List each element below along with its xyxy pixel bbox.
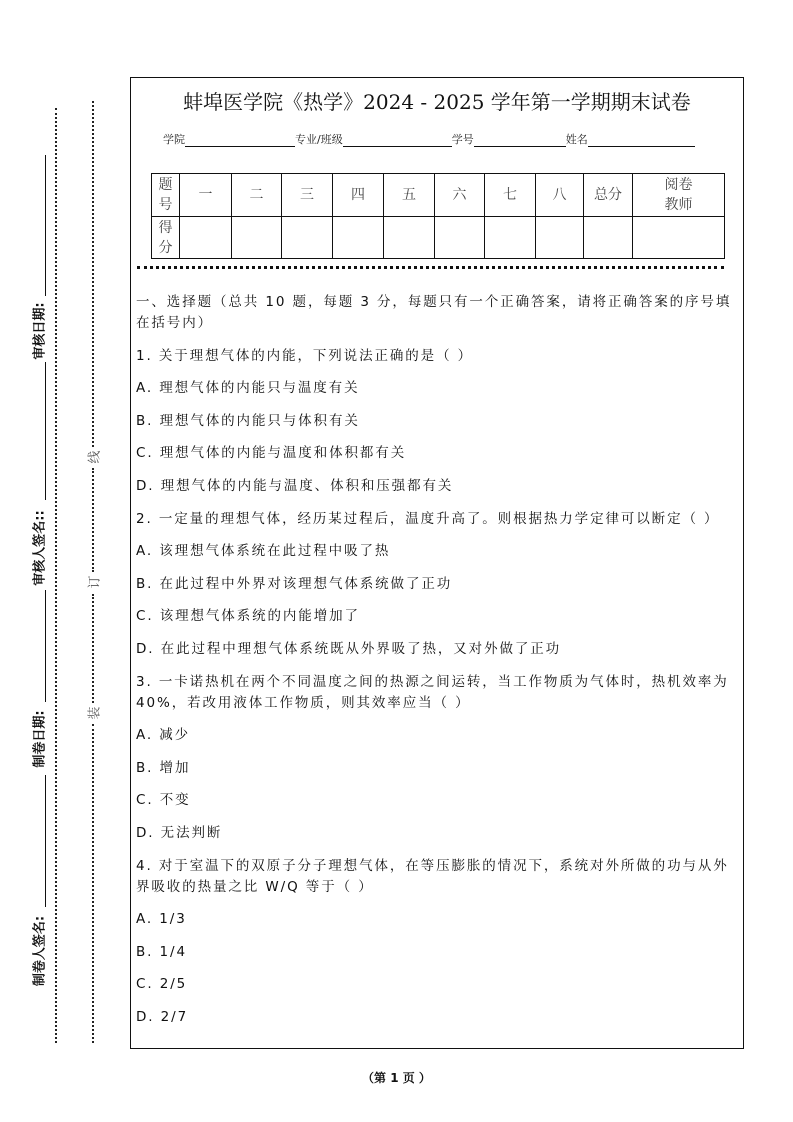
college-input[interactable] — [185, 133, 295, 147]
score-row-label: 得分 — [152, 217, 180, 259]
student-id-input[interactable] — [474, 133, 566, 147]
score-cell[interactable] — [384, 217, 435, 259]
binding-mark-bind: 装 — [87, 706, 103, 720]
score-table — [151, 173, 725, 259]
question-option: A. 1/3 — [136, 911, 187, 928]
score-cell[interactable] — [333, 217, 384, 259]
question-stem: 4. 对于室温下的双原子分子理想气体，在等压膨胀的情况下，系统对外所做的功与从外界吸收的热量之比 W/Q 等于（ ） — [136, 857, 729, 895]
score-cell[interactable] — [485, 217, 536, 259]
question-option: D. 理想气体的内能与温度、体积和压强都有关 — [136, 477, 454, 494]
binding-dotted-line-outer — [92, 101, 94, 447]
question-option: A. 理想气体的内能只与温度有关 — [136, 380, 360, 397]
total-score-cell[interactable] — [584, 217, 633, 259]
signature-line — [45, 775, 46, 907]
binding-dotted-line-outer — [92, 468, 94, 572]
header-cell: 一 — [180, 174, 232, 217]
question-stem: 1. 关于理想气体的内能，下列说法正确的是（ ） — [136, 347, 474, 364]
binding-dotted-line-outer — [92, 724, 94, 1043]
signature-line — [45, 155, 46, 296]
question-option: C. 理想气体的内能与温度和体积都有关 — [136, 445, 407, 462]
score-table-score-row — [152, 217, 725, 259]
header-cell: 五 — [384, 174, 435, 217]
question-option: A. 减少 — [136, 727, 191, 744]
page-number: （第 1 页 ） — [362, 1071, 431, 1085]
header-cell: 七 — [485, 174, 536, 217]
question-option: D. 在此过程中理想气体系统既从外界吸了热，又对外做了正功 — [136, 640, 562, 657]
binding-dotted-line-inner — [55, 108, 57, 1043]
multiple-choice-section — [136, 292, 740, 1039]
question-option: B. 理想气体的内能只与体积有关 — [136, 412, 360, 429]
score-table-header-row — [152, 174, 725, 217]
major-class-field[interactable] — [295, 131, 452, 147]
score-cell[interactable] — [536, 217, 584, 259]
question-option: C. 不变 — [136, 792, 191, 809]
question-option: D. 2/7 — [136, 1008, 189, 1025]
question-option: A. 该理想气体系统在此过程中吸了热 — [136, 543, 391, 560]
question-stem: 3. 一卡诺热机在两个不同温度之间的热源之间运转，当工作物质为气体时，热机效率为 40%，若改用液体工作物质，则其效率应当（ ） — [136, 673, 729, 711]
header-cell: 八 — [536, 174, 584, 217]
header-cell: 六 — [435, 174, 485, 217]
score-cell[interactable] — [232, 217, 282, 259]
name-field[interactable] — [566, 131, 695, 147]
binding-mark-line: 线 — [87, 450, 103, 464]
student-info-row — [163, 131, 695, 147]
dotted-separator — [137, 266, 724, 269]
question-option: B. 1/4 — [136, 943, 187, 960]
reviewer-signature-label: 审核人签名:: — [32, 510, 48, 586]
score-cell[interactable] — [435, 217, 485, 259]
name-input[interactable] — [588, 133, 695, 147]
question-option: C. 该理想气体系统的内能增加了 — [136, 608, 360, 625]
question-option: B. 增加 — [136, 759, 191, 776]
major-class-label: 专业/班级 — [295, 133, 343, 146]
student-id-label: 学号 — [451, 133, 474, 146]
grader-cell[interactable] — [633, 217, 725, 259]
header-cell: 四 — [333, 174, 384, 217]
college-label: 学院 — [163, 133, 185, 146]
major-class-input[interactable] — [343, 133, 452, 147]
paper-maker-signature-label: 制卷人签名: — [32, 915, 48, 987]
exam-title: 蚌埠医学院《热学》2024 - 2025 学年第一学期期末试卷 — [183, 90, 691, 114]
review-date-label: 审核日期: — [32, 302, 48, 360]
section-heading: 一、选择题（总共 10 题，每题 3 分，每题只有一个正确答案，请将正确答案的序号填在括号内） — [136, 294, 732, 331]
college-field[interactable] — [163, 131, 295, 147]
total-score-header: 总分 — [584, 174, 633, 217]
score-cell[interactable] — [282, 217, 333, 259]
signature-line — [45, 362, 46, 500]
paper-date-label: 制卷日期: — [32, 710, 48, 768]
question-stem: 2. 一定量的理想气体，经历某过程后，温度升高了。则根据热力学定律可以断定（ ） — [136, 510, 720, 527]
student-id-field[interactable] — [452, 131, 566, 147]
question-number-header: 题号 — [152, 174, 180, 217]
score-cell[interactable] — [180, 217, 232, 259]
header-cell: 二 — [232, 174, 282, 217]
header-cell: 三 — [282, 174, 333, 217]
question-option: B. 在此过程中外界对该理想气体系统做了正功 — [136, 575, 453, 592]
question-option: C. 2/5 — [136, 976, 188, 993]
binding-mark-staple: 订 — [87, 575, 103, 589]
name-label: 姓名 — [565, 133, 588, 146]
question-option: D. 无法判断 — [136, 824, 223, 841]
signature-line — [45, 590, 46, 702]
binding-dotted-line-outer — [92, 594, 94, 703]
grader-header: 阅卷教师 — [633, 174, 725, 217]
